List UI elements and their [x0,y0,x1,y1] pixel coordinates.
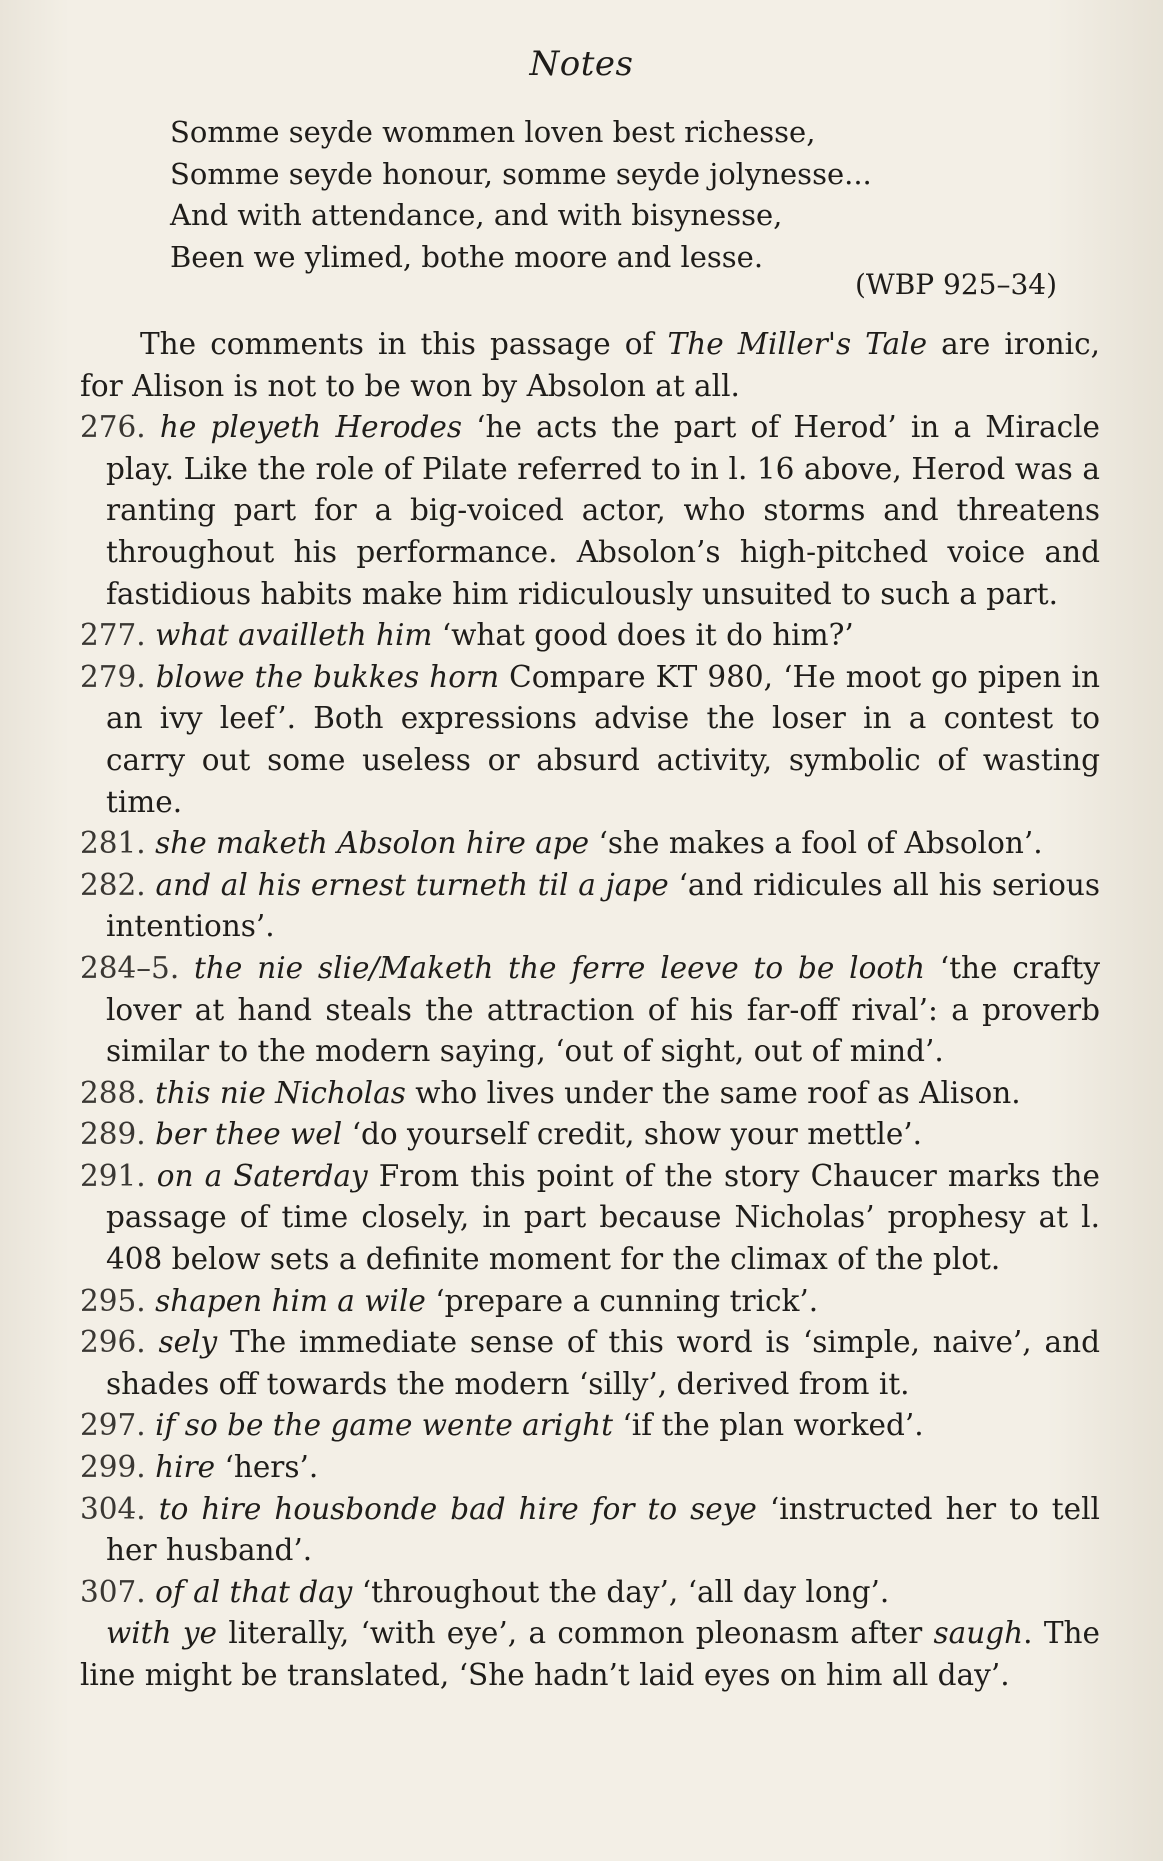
note-lemma: of al that day [155,1574,353,1609]
note-281 [80,823,1100,865]
note-gloss: ‘prepare a cunning trick’. [425,1283,819,1318]
note-number: 277. [80,618,146,653]
note-gloss: ‘instructed her to tell her husband’. [106,1491,1100,1568]
note-number: 299. [80,1450,146,1485]
note-gloss: The immediate sense of this word is ‘simple, naive’, and shades off towards the modern ‘silly’, derived from it. [106,1325,1100,1401]
verse-citation: (WBP 925–34) [855,268,1058,301]
note-lemma: ber thee wel [155,1117,343,1152]
note-307-subnote [80,1613,1100,1696]
notes-body [80,324,1100,1697]
note-277 [80,615,1100,657]
note-lemma: sely [158,1325,218,1360]
verse-quotation [170,112,1070,278]
note-297 [80,1405,1100,1447]
subnote-word: saugh [933,1616,1024,1651]
note-lemma: she maketh Absolon hire ape [155,826,590,861]
note-number: 291. [80,1158,146,1193]
note-295 [80,1281,1100,1323]
note-gloss: ‘the crafty lover at hand steals the attraction of his far-off rival’: a proverb similar to the modern saying, ‘out of sight, out of mind’. [106,950,1100,1069]
note-number: 282. [80,867,146,902]
note-307 [80,1572,1100,1614]
note-number: 289. [80,1117,146,1152]
intro-paragraph [80,324,1100,407]
note-289 [80,1114,1100,1156]
note-284-5 [80,948,1100,1073]
note-276 [80,407,1100,615]
subnote-gloss: literally, ‘with eye’, a common pleonasm after [217,1616,934,1651]
note-291 [80,1156,1100,1281]
note-number: 295. [80,1283,146,1318]
note-number: 307. [80,1574,146,1609]
note-lemma: he pleyeth Herodes [159,410,462,445]
note-gloss: ‘she makes a fool of Absolon’. [589,826,1043,861]
intro-rest: are ironic, for Alison is not to be won by Absolon at all. [80,327,1100,403]
note-gloss: ‘throughout the day’, ‘all day long’. [352,1574,890,1609]
note-lemma: to hire housbonde bad hire for to seye [158,1491,757,1526]
note-number: 279. [80,659,146,694]
note-gloss: ‘what good does it do him?’ [432,618,854,653]
note-gloss: ‘if the plan worked’. [613,1408,924,1443]
note-gloss: ‘he acts the part of Herod’ in a Miracle play. Like the role of Pilate referred to in l. 16 above, Herod was a ranting part for a big-voiced actor, who storms and threatens throughout his performance. Absolon’s high-pitched voice and fastidious habits make him ridiculously unsuited to such a part. [106,410,1100,611]
note-lemma: shapen him a wile [155,1283,426,1318]
running-header: Notes [529,44,634,84]
note-282 [80,865,1100,948]
note-lemma: this nie Nicholas [155,1075,406,1110]
note-number: 281. [80,826,146,861]
note-304 [80,1489,1100,1572]
note-lemma: the nie slie/Maketh the ferre leeve to be looth [194,950,925,985]
note-number: 288. [80,1075,146,1110]
note-lemma: hire [155,1450,216,1485]
note-lemma: and al his ernest turneth til a jape [155,867,669,902]
note-279 [80,657,1100,823]
subnote-gloss-end: . The line might be translated, ‘She hadn’t laid eyes on him all day’. [80,1616,1101,1692]
note-gloss: From this point of the story Chaucer marks the passage of time closely, in part because Nicholas’ prophesy at l. 408 below sets a definite moment for the climax of the plot. [106,1158,1100,1277]
note-gloss: Compare KT 980, ‘He moot go pipen in an ivy leef’. Both expressions advise the loser in a contest to carry out some useless or absurd activity, symbolic of wasting time. [106,659,1100,819]
note-number: 304. [80,1491,146,1526]
subnote-lemma: with ye [106,1616,217,1651]
verse-line: And with attendance, and with bisynesse, [170,198,783,232]
note-gloss: ‘hers’. [215,1450,319,1485]
intro-lead: The comments in this passage of [140,327,668,361]
note-number: 297. [80,1408,146,1443]
note-lemma: what availleth him [155,618,433,653]
verse-line: Somme seyde wommen loven best richesse, [170,115,816,149]
note-lemma: if so be the game wente aright [155,1408,614,1443]
note-number: 276. [80,410,146,445]
note-288 [80,1073,1100,1115]
verse-line: Been we ylimed, bothe moore and lesse. [170,239,764,274]
note-lemma: on a Saterday [156,1158,368,1193]
note-number: 284–5. [80,950,180,985]
note-number: 296. [80,1325,146,1360]
note-gloss: ‘and ridicules all his serious intentions’. [106,867,1100,944]
note-gloss: who lives under the same roof as Alison. [405,1075,1021,1110]
note-lemma: blowe the bukkes horn [155,659,500,694]
note-296 [80,1322,1100,1405]
note-gloss: ‘do yourself credit, show your mettle’. [342,1117,923,1152]
note-299 [80,1447,1100,1489]
intro-title: The Miller's Tale [667,327,928,361]
verse-line: Somme seyde honour, somme seyde jolynesse... [170,156,872,191]
